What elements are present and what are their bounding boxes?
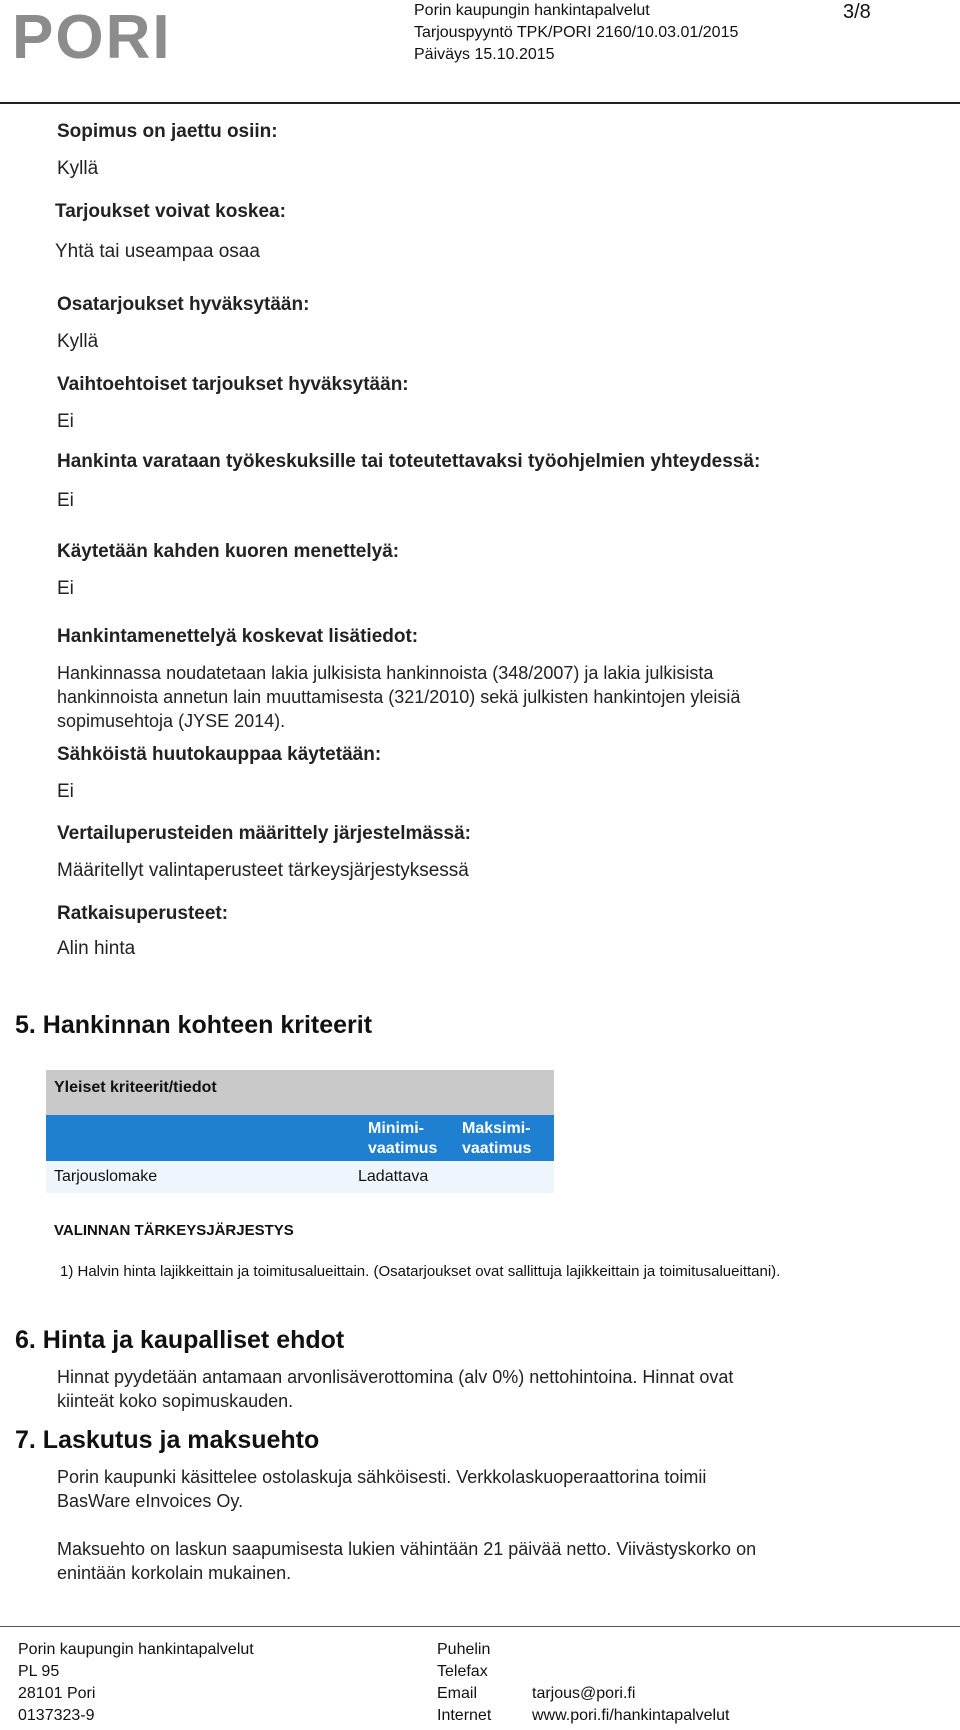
section-7-paragraph-2 — [57, 1537, 756, 1585]
pori-logo — [12, 3, 172, 72]
footer-postal: 28101 Pori — [18, 1685, 96, 1702]
footer-value-phone — [532, 1639, 729, 1661]
field-label-osatarjoukset: Osatarjoukset hyväksytään: — [57, 294, 310, 315]
section-6-line: Hinnat pyydetään antamaan arvonlisäverottomina (alv 0%) nettohintoina. Hinnat ovat — [57, 1367, 734, 1387]
field-value-ratkaisuperusteet: Alin hinta — [57, 938, 136, 959]
field-label-sopimus: Sopimus on jaettu osiin: — [57, 121, 278, 142]
footer-label-phone: Puhelin — [437, 1641, 491, 1658]
criteria-table-header: Yleiset kriteerit/tiedot — [46, 1070, 554, 1115]
footer-website-link[interactable]: www.pori.fi/hankintapalvelut — [532, 1707, 730, 1724]
column-max-line: Maksimi- — [462, 1120, 531, 1137]
section-6-title: 6. Hinta ja kaupalliset ehdot — [15, 1326, 345, 1354]
lisatiedot-text — [57, 661, 740, 733]
section-7-line: Maksuehto on laskun saapumisesta lukien vähintään 21 päivää netto. Viivästyskorko on — [57, 1539, 757, 1559]
field-label-vaihtoehtoiset: Vaihtoehtoiset tarjoukset hyväksytään: — [57, 374, 409, 395]
section-5-title: 5. Hankinnan kohteen kriteerit — [15, 1011, 373, 1039]
field-value-tyokeskukset: Ei — [57, 490, 74, 511]
section-6-text — [57, 1365, 733, 1413]
column-min — [368, 1119, 437, 1159]
criteria-table-column-header — [46, 1115, 554, 1161]
field-value-sopimus: Kyllä — [57, 158, 99, 179]
header-date: Päiväys 15.10.2015 — [414, 46, 555, 63]
field-label-tarjoukset: Tarjoukset voivat koskea: — [55, 201, 286, 222]
column-min-line: vaatimus — [368, 1140, 438, 1157]
criteria-table — [46, 1070, 554, 1193]
logo-text: PORI — [12, 3, 172, 72]
header-info — [414, 0, 738, 66]
column-max-line: vaatimus — [462, 1140, 532, 1157]
lisatiedot-line: hankinnoista annetun lain muuttamisesta (321/2010) sekä julkisten hankintojen yleisiä — [57, 687, 741, 707]
section-7-paragraph-1 — [57, 1465, 706, 1513]
field-label-kahden-kuoren: Käytetään kahden kuoren menettelyä: — [57, 541, 400, 562]
footer-value-fax — [532, 1661, 729, 1683]
footer-contact-labels — [437, 1639, 491, 1727]
field-label-tyokeskukset: Hankinta varataan työkeskuksille tai toteutettavaksi työohjelmien yhteydessä: — [57, 451, 761, 472]
row-label: Tarjouslomake — [54, 1168, 158, 1185]
page-number: 3/8 — [843, 1, 871, 23]
section-7-line: enintään korkolain mukainen. — [57, 1563, 292, 1583]
field-value-vaihtoehtoiset: Ei — [57, 411, 74, 432]
footer-email-link[interactable]: tarjous@pori.fi — [532, 1685, 636, 1702]
column-min-line: Minimi- — [368, 1120, 424, 1137]
lisatiedot-line: Hankinnassa noudatetaan lakia julkisista hankinnoista (348/2007) ja lakia julkisista — [57, 663, 714, 683]
header-ref: Tarjouspyyntö TPK/PORI 2160/10.03.01/2015 — [414, 24, 739, 41]
header-org: Porin kaupungin hankintapalvelut — [414, 2, 650, 19]
table-row — [46, 1161, 554, 1193]
footer-label-email: Email — [437, 1685, 478, 1702]
section-7-line: BasWare eInvoices Oy. — [57, 1491, 244, 1511]
field-label-ratkaisuperusteet: Ratkaisuperusteet: — [57, 903, 229, 924]
section-7-title: 7. Laskutus ja maksuehto — [15, 1426, 320, 1454]
footer-divider — [0, 1626, 960, 1627]
row-min-value: Ladattava — [358, 1168, 429, 1185]
footer-address — [18, 1639, 254, 1727]
footer-po-box: PL 95 — [18, 1663, 60, 1680]
section-7-line: Porin kaupunki käsittelee ostolaskuja sähköisesti. Verkkolaskuoperaattorina toimii — [57, 1467, 707, 1487]
lisatiedot-line: sopimusehtoja (JYSE 2014). — [57, 711, 286, 731]
footer-org: Porin kaupungin hankintapalvelut — [18, 1641, 254, 1658]
field-label-huutokauppa: Sähköistä huutokauppaa käytetään: — [57, 744, 382, 765]
field-value-osatarjoukset: Kyllä — [57, 331, 99, 352]
footer-contact-values — [532, 1639, 729, 1727]
field-value-kahden-kuoren: Ei — [57, 578, 74, 599]
footer-label-fax: Telefax — [437, 1663, 488, 1680]
column-max — [462, 1119, 531, 1159]
field-value-tarjoukset: Yhtä tai useampaa osaa — [55, 241, 260, 262]
field-label-vertailuperusteet: Vertailuperusteiden määrittely järjestelmässä: — [57, 823, 471, 844]
section-6-line: kiinteät koko sopimuskauden. — [57, 1391, 294, 1411]
field-label-lisatiedot: Hankintamenettelyä koskevat lisätiedot: — [57, 626, 419, 647]
footer-label-internet: Internet — [437, 1707, 492, 1724]
footer-business-id: 0137323-9 — [18, 1707, 95, 1724]
field-value-vertailuperusteet: Määritellyt valintaperusteet tärkeysjärjestyksessä — [57, 860, 469, 881]
order-item: 1) Halvin hinta lajikkeittain ja toimitusalueittain. (Osatarjoukset ovat sallittuja lajikkeittain ja toimitusalueittani). — [60, 1263, 781, 1280]
order-title: VALINNAN TÄRKEYSJÄRJESTYS — [54, 1222, 294, 1239]
field-value-huutokauppa: Ei — [57, 781, 74, 802]
header-divider — [0, 102, 960, 104]
